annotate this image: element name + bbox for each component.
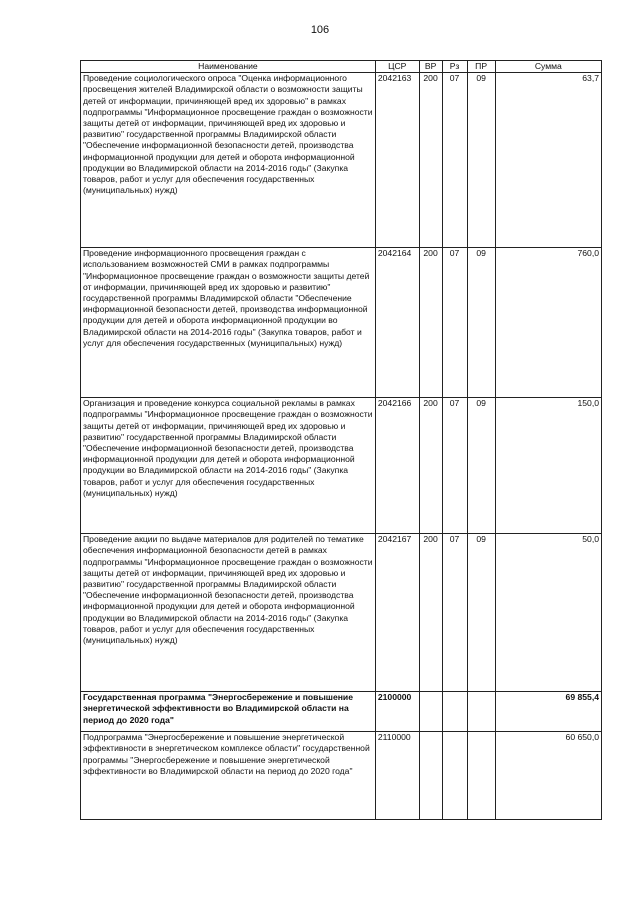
row-sum: 69 855,4 bbox=[495, 692, 601, 732]
row-vr: 200 bbox=[419, 73, 442, 248]
row-vr: 200 bbox=[419, 398, 442, 534]
header-vr: ВР bbox=[419, 61, 442, 73]
row-rz: 07 bbox=[442, 534, 467, 692]
row-csr: 2100000 bbox=[375, 692, 419, 732]
header-name: Наименование bbox=[81, 61, 376, 73]
table-row bbox=[81, 732, 602, 820]
header-pr: ПР bbox=[467, 61, 495, 73]
table-row bbox=[81, 692, 602, 732]
row-name: Проведение информационного просвещения граждан с использованием возможностей СМИ в рамках подпрограммы "Информационное просвещение граждан о возможности защиты детей от информации, причиняющей вред их здоровью и развитию" государственной программы Владимирской области "Обеспечение информационной безопасности детей, производства информационной продукции для детей и оборота информационной продукции во Владимирской области на 2014-2016 годы" (Закупка товаров, работ и услуг для обеспечения государственных (муниципальных) нужд) bbox=[81, 248, 376, 398]
row-name: Государственная программа "Энергосбережение и повышение энергетической эффективности во Владимирской области на период до 2020 года" bbox=[81, 692, 376, 732]
row-sum: 63,7 bbox=[495, 73, 601, 248]
row-csr: 2042167 bbox=[375, 534, 419, 692]
table-row bbox=[81, 248, 602, 398]
header-rz: Рз bbox=[442, 61, 467, 73]
row-rz: 07 bbox=[442, 73, 467, 248]
row-rz bbox=[442, 732, 467, 820]
table-row bbox=[81, 398, 602, 534]
row-sum: 60 650,0 bbox=[495, 732, 601, 820]
row-vr bbox=[419, 732, 442, 820]
row-name: Подпрограмма "Энергосбережение и повышение энергетической эффективности в энергетическом комплексе области" государственной программы "Энергосбережение и повышение энергетической эффективности во Владимирской области на период до 2020 года" bbox=[81, 732, 376, 820]
row-pr bbox=[467, 692, 495, 732]
row-pr bbox=[467, 732, 495, 820]
page-number: 106 bbox=[310, 24, 330, 36]
table-row bbox=[81, 73, 602, 248]
header-csr: ЦСР bbox=[375, 61, 419, 73]
row-sum: 150,0 bbox=[495, 398, 601, 534]
row-csr: 2110000 bbox=[375, 732, 419, 820]
row-vr bbox=[419, 692, 442, 732]
row-pr: 09 bbox=[467, 398, 495, 534]
table-row bbox=[81, 534, 602, 692]
row-name: Проведение акции по выдаче материалов для родителей по тематике обеспечения информационной безопасности детей в рамках подпрограммы "Информационное просвещение граждан о возможности защиты детей от информации, причиняющей вред их здоровью и развитию" государственной программы Владимирской области "Обеспечение информационной безопасности детей, производства информационной продукции для детей и оборота информационной продукции во Владимирской области на 2014-2016 годы" (Закупка товаров, работ и услуг для обеспечения государственных (муниципальных) нужд) bbox=[81, 534, 376, 692]
row-rz: 07 bbox=[442, 398, 467, 534]
row-pr: 09 bbox=[467, 73, 495, 248]
row-sum: 760,0 bbox=[495, 248, 601, 398]
row-pr: 09 bbox=[467, 248, 495, 398]
budget-table bbox=[80, 60, 602, 820]
row-rz: 07 bbox=[442, 248, 467, 398]
row-name: Проведение социологического опроса "Оценка информационного просвещения жителей Владимирской области о возможности защиты детей от информации, причиняющей вред их здоровью" в рамках подпрограммы "Информационное просвещение граждан о возможности защиты детей от информации, причиняющей вред их здоровью и развитию" государственной программы Владимирской области "Обеспечение информационной безопасности детей, производства информационной продукции для детей и оборота информационной продукции во Владимирской области на 2014-2016 годы" (Закупка товаров, работ и услуг для обеспечения государственных (муниципальных) нужд) bbox=[81, 73, 376, 248]
row-rz bbox=[442, 692, 467, 732]
row-csr: 2042164 bbox=[375, 248, 419, 398]
row-vr: 200 bbox=[419, 248, 442, 398]
row-csr: 2042163 bbox=[375, 73, 419, 248]
table-header-row bbox=[81, 61, 602, 73]
row-sum: 50,0 bbox=[495, 534, 601, 692]
row-name: Организация и проведение конкурса социальной рекламы в рамках подпрограммы "Информационное просвещение граждан о возможности защиты детей от информации, причиняющей вред их здоровью и развитию" государственной программы Владимирской области "Обеспечение информационной безопасности детей, производства информационной продукции для детей и оборота информационной продукции во Владимирской области на 2014-2016 годы" (Закупка товаров, работ и услуг для обеспечения государственных (муниципальных) нужд) bbox=[81, 398, 376, 534]
row-vr: 200 bbox=[419, 534, 442, 692]
header-sum: Сумма bbox=[495, 61, 601, 73]
row-csr: 2042166 bbox=[375, 398, 419, 534]
row-pr: 09 bbox=[467, 534, 495, 692]
